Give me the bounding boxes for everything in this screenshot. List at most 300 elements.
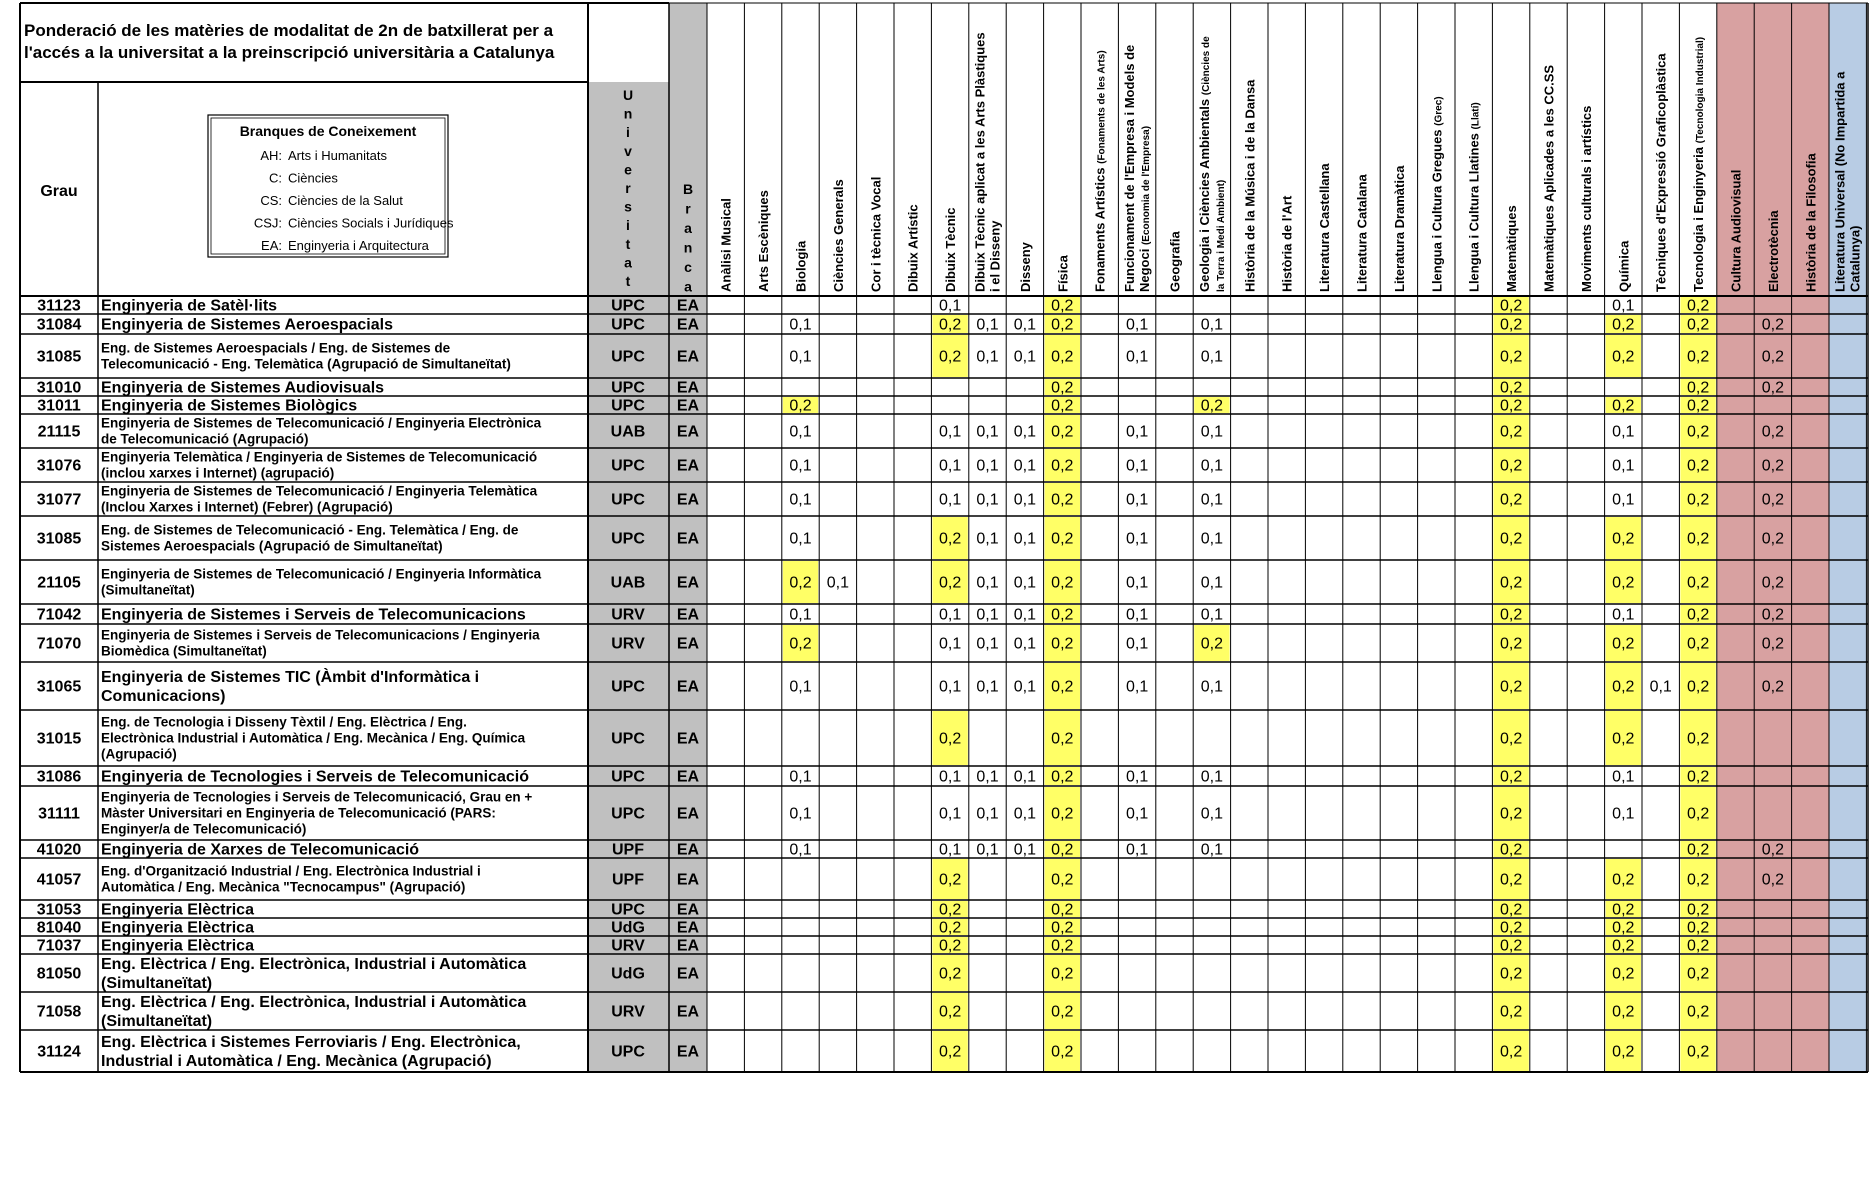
weight-value: 0,2 bbox=[938, 730, 962, 748]
weight-value: 0,2 bbox=[1051, 768, 1074, 786]
weight-value: 0,2 bbox=[1686, 678, 1710, 696]
weight-value: 0,2 bbox=[1686, 635, 1710, 653]
branca-code: EA bbox=[676, 530, 700, 548]
weight-value: 0,1 bbox=[1200, 316, 1224, 334]
grau-name: (Simultaneïtat) bbox=[101, 582, 195, 598]
branca-code: EA bbox=[676, 397, 700, 415]
weight-value: 0,1 bbox=[1013, 635, 1037, 653]
weight-value: 0,2 bbox=[1051, 965, 1074, 983]
weight-value: 0,1 bbox=[976, 606, 999, 624]
university-code: UPF bbox=[612, 841, 644, 859]
weight-value: 0,2 bbox=[1761, 530, 1785, 548]
grau-name: (Simultaneïtat) bbox=[101, 975, 213, 992]
weight-value: 0,2 bbox=[1051, 606, 1074, 624]
branca-header-letter: B bbox=[682, 181, 694, 197]
grau-code: 71070 bbox=[36, 635, 82, 653]
grau-name: (Simultaneïtat) bbox=[101, 1013, 213, 1030]
legend-name: Ciències Socials i Jurídiques bbox=[288, 215, 454, 231]
legend-code: CS: bbox=[260, 193, 282, 208]
weight-value: 0,2 bbox=[1051, 397, 1074, 415]
subject-header: Llengua i Cultura Gregues (Grec) bbox=[1429, 96, 1445, 292]
weight-value: 0,2 bbox=[1612, 1043, 1635, 1061]
grau-name: Eng. Elèctrica / Eng. Electrònica, Industrial i Automàtica bbox=[101, 994, 527, 1011]
grau-name: Sistemes Aeroespacials (Agrupació de Simultaneïtat) bbox=[101, 538, 443, 554]
university-code: UPC bbox=[611, 730, 645, 748]
weight-value: 0,1 bbox=[976, 457, 999, 475]
weight-value: 0,2 bbox=[938, 965, 962, 983]
grau-code: 31111 bbox=[38, 805, 80, 823]
weight-value: 0,2 bbox=[1051, 574, 1074, 592]
branca-header-letter: a bbox=[684, 220, 692, 236]
weight-value: 0,2 bbox=[1761, 457, 1785, 475]
grau-code: 31086 bbox=[36, 768, 82, 786]
subject-header: Química bbox=[1616, 240, 1632, 292]
university-code: UPC bbox=[611, 1043, 645, 1061]
weight-value: 0,2 bbox=[1686, 901, 1710, 919]
weight-value: 0,2 bbox=[1612, 316, 1635, 334]
weight-value: 0,2 bbox=[1051, 457, 1074, 475]
grau-header: Grau bbox=[40, 183, 78, 200]
grau-code: 81040 bbox=[36, 919, 82, 937]
universitat-header-letter: n bbox=[623, 105, 633, 122]
grau-name: Enginyeria de Sistemes de Telecomunicació / Enginyeria Informàtica bbox=[101, 566, 542, 582]
subject-column-fill bbox=[1717, 296, 1754, 1072]
weight-value: 0,1 bbox=[976, 316, 999, 334]
university-code: UPC bbox=[611, 768, 645, 786]
weight-value: 0,2 bbox=[789, 635, 812, 653]
weight-value: 0,2 bbox=[1686, 316, 1710, 334]
weight-value: 0,1 bbox=[976, 768, 999, 786]
weight-value: 0,2 bbox=[938, 348, 962, 366]
weight-value: 0,2 bbox=[1051, 678, 1074, 696]
branca-code: EA bbox=[676, 937, 700, 955]
weight-value: 0,2 bbox=[1612, 919, 1635, 937]
page-title-line1: Ponderació de les matèries de modalitat de 2n de batxillerat per a bbox=[24, 21, 554, 40]
weight-value: 0,2 bbox=[1612, 348, 1635, 366]
weight-value: 0,2 bbox=[1686, 379, 1710, 397]
weight-value: 0,1 bbox=[1612, 606, 1635, 624]
weight-value: 0,1 bbox=[1125, 678, 1149, 696]
subject-header: Matemàtiques Aplicades a les CC.SS bbox=[1541, 64, 1557, 292]
university-code: UAB bbox=[610, 423, 646, 441]
universitat-header-letter: a bbox=[624, 254, 632, 271]
university-code: UPC bbox=[611, 491, 645, 509]
weight-value: 0,2 bbox=[1686, 937, 1710, 955]
weight-value: 0,2 bbox=[1761, 841, 1785, 859]
weight-value: 0,2 bbox=[1499, 965, 1523, 983]
branca-code: EA bbox=[676, 457, 700, 475]
weight-value: 0,2 bbox=[1051, 937, 1074, 955]
weight-value: 0,1 bbox=[1125, 768, 1149, 786]
subject-header: Història de la Filosofia bbox=[1803, 153, 1819, 292]
weight-value: 0,2 bbox=[1686, 423, 1710, 441]
university-code: UdG bbox=[611, 965, 645, 983]
legend-name: Enginyeria i Arquitectura bbox=[288, 238, 429, 253]
weight-value: 0,2 bbox=[1686, 1043, 1710, 1061]
weight-value: 0,1 bbox=[976, 574, 999, 592]
weight-value: 0,1 bbox=[976, 491, 999, 509]
weight-value: 0,2 bbox=[1761, 678, 1785, 696]
weight-value: 0,1 bbox=[1013, 841, 1037, 859]
weight-value: 0,1 bbox=[1013, 606, 1037, 624]
weight-value: 0,1 bbox=[1200, 530, 1224, 548]
weight-value: 0,2 bbox=[1051, 297, 1074, 315]
legend-code: CSJ: bbox=[253, 215, 282, 231]
weight-value: 0,1 bbox=[789, 491, 812, 509]
weight-value: 0,2 bbox=[938, 937, 962, 955]
branca-header-letter: r bbox=[685, 200, 691, 217]
weight-value: 0,2 bbox=[1686, 1003, 1710, 1021]
weight-value: 0,2 bbox=[1686, 348, 1710, 366]
weight-value: 0,2 bbox=[938, 574, 962, 592]
weight-value: 0,1 bbox=[1612, 491, 1635, 509]
weight-value: 0,2 bbox=[1499, 574, 1523, 592]
university-code: UPC bbox=[611, 397, 645, 415]
weight-value: 0,1 bbox=[1013, 423, 1037, 441]
subject-header: Dibuix Tècnic aplicat a les Arts Plàstiques bbox=[972, 32, 988, 292]
weight-value: 0,2 bbox=[1051, 871, 1074, 889]
weight-value: 0,1 bbox=[1200, 457, 1224, 475]
weight-value: 0,2 bbox=[1686, 397, 1710, 415]
weight-value: 0,1 bbox=[1013, 348, 1037, 366]
subject-header: Literatura Universal (No Impartida a bbox=[1832, 71, 1848, 292]
weight-value: 0,1 bbox=[1200, 805, 1224, 823]
university-code: UPC bbox=[611, 805, 645, 823]
page-title-line2: l'accés a la universitat a la preinscripció universitària a Catalunya bbox=[24, 43, 555, 62]
weight-value: 0,1 bbox=[1612, 423, 1635, 441]
weight-value: 0,2 bbox=[1499, 901, 1523, 919]
grau-name: Automàtica / Eng. Mecànica "Tecnocampus" (Agrupació) bbox=[101, 879, 466, 895]
weight-value: 0,1 bbox=[938, 491, 962, 509]
grau-code: 31011 bbox=[37, 397, 81, 415]
weight-value: 0,2 bbox=[1686, 491, 1710, 509]
weight-value: 0,2 bbox=[938, 530, 962, 548]
branca-code: EA bbox=[676, 901, 700, 919]
weight-value: 0,2 bbox=[1686, 841, 1710, 859]
weight-value: 0,1 bbox=[938, 841, 962, 859]
grau-code: 31124 bbox=[37, 1043, 81, 1061]
weight-value: 0,2 bbox=[1761, 606, 1785, 624]
weight-value: 0,1 bbox=[1649, 678, 1672, 696]
subject-column-fill bbox=[1792, 296, 1829, 1072]
grau-code: 31015 bbox=[36, 730, 82, 748]
weight-value: 0,2 bbox=[1051, 1003, 1074, 1021]
weight-value: 0,2 bbox=[1499, 768, 1523, 786]
branca-code: EA bbox=[676, 1043, 700, 1061]
subject-header: Ciències Generals bbox=[830, 179, 846, 292]
subject-header: Anàlisi Musical bbox=[718, 198, 734, 292]
subject-header: Tecnologia i Enginyeria (Tecnologia Industrial) bbox=[1691, 36, 1707, 292]
weight-value: 0,1 bbox=[976, 530, 999, 548]
weight-value: 0,2 bbox=[1200, 397, 1224, 415]
weight-value: 0,1 bbox=[976, 348, 999, 366]
grau-name: Enginyeria de Satèl·lits bbox=[101, 297, 278, 315]
grau-name: Enginyeria de Xarxes de Telecomunicació bbox=[101, 841, 420, 859]
branca-code: EA bbox=[676, 730, 700, 748]
weight-value: 0,1 bbox=[1013, 457, 1037, 475]
weight-value: 0,1 bbox=[1125, 530, 1149, 548]
branca-header-letter: c bbox=[684, 259, 692, 275]
universitat-header-letter: t bbox=[625, 273, 631, 289]
weight-value: 0,1 bbox=[1013, 678, 1037, 696]
weight-value: 0,1 bbox=[789, 606, 812, 624]
grau-code: 41057 bbox=[36, 871, 82, 889]
branca-code: EA bbox=[676, 379, 700, 397]
weight-value: 0,1 bbox=[1125, 635, 1149, 653]
weight-value: 0,2 bbox=[1051, 530, 1074, 548]
grau-name: Enginyeria de Sistemes TIC (Àmbit d'Informàtica i bbox=[101, 669, 480, 686]
branca-header-letter: a bbox=[684, 278, 692, 295]
universitat-header-letter: U bbox=[622, 87, 634, 103]
branca-code: EA bbox=[676, 919, 700, 937]
grau-name: Industrial i Automàtica / Eng. Mecànica (Agrupació) bbox=[101, 1053, 492, 1070]
weight-value: 0,1 bbox=[938, 635, 962, 653]
grau-name: Enginyeria de Sistemes de Telecomunicació / Enginyeria Electrònica bbox=[101, 415, 542, 431]
universitat-header-letter: v bbox=[624, 142, 632, 159]
grau-name: Enginyeria de Tecnologies i Serveis de Telecomunicació bbox=[101, 768, 529, 786]
grau-code: 31123 bbox=[37, 297, 81, 315]
cell-texts bbox=[24, 21, 1863, 1070]
weight-value: 0,2 bbox=[1051, 348, 1074, 366]
grau-code: 81050 bbox=[36, 965, 82, 983]
subject-header: Funcionament de l'Empresa i Models de bbox=[1122, 44, 1138, 292]
university-code: UPF bbox=[612, 871, 644, 889]
weight-value: 0,1 bbox=[1612, 805, 1635, 823]
universitat-header-letter: t bbox=[625, 235, 631, 252]
weight-value: 0,2 bbox=[1499, 348, 1523, 366]
branca-code: EA bbox=[676, 1003, 700, 1021]
branca-code: EA bbox=[676, 574, 700, 592]
university-code: URV bbox=[611, 635, 645, 653]
grau-name: Enginyeria de Sistemes i Serveis de Telecomunicacions bbox=[101, 606, 526, 624]
grau-code: 31084 bbox=[36, 316, 82, 334]
subject-header: Cultura Audiovisual bbox=[1728, 169, 1744, 292]
grau-name: Eng. de Tecnologia i Disseny Tèxtil / Eng. Elèctrica / Eng. bbox=[101, 714, 467, 730]
subject-header: Dibuix Artístic bbox=[905, 204, 921, 292]
weight-value: 0,2 bbox=[1499, 491, 1523, 509]
weight-value: 0,1 bbox=[938, 606, 962, 624]
grau-code: 71037 bbox=[36, 937, 82, 955]
weight-value: 0,2 bbox=[1686, 606, 1710, 624]
branca-code: EA bbox=[676, 297, 700, 315]
weight-value: 0,2 bbox=[1499, 730, 1523, 748]
weight-value: 0,2 bbox=[1612, 901, 1635, 919]
weight-value: 0,2 bbox=[1051, 730, 1074, 748]
weight-value: 0,1 bbox=[789, 457, 812, 475]
grau-name: Enginyeria de Sistemes Aeroespacials bbox=[101, 316, 393, 334]
weight-value: 0,1 bbox=[1200, 606, 1224, 624]
weight-value: 0,2 bbox=[1051, 919, 1074, 937]
weight-value: 0,2 bbox=[1761, 635, 1785, 653]
universitat-header-letter: s bbox=[624, 198, 632, 215]
grau-name: Màster Universitari en Enginyeria de Telecomunicació (PARS: bbox=[101, 805, 496, 821]
weight-value: 0,2 bbox=[1499, 530, 1523, 548]
weight-value: 0,2 bbox=[1200, 635, 1224, 653]
branca-code: EA bbox=[676, 805, 700, 823]
weight-value: 0,1 bbox=[1200, 678, 1224, 696]
weight-value: 0,1 bbox=[1125, 316, 1149, 334]
university-code: URV bbox=[611, 937, 645, 955]
branca-code: EA bbox=[676, 871, 700, 889]
grau-name: Enginyeria Elèctrica bbox=[101, 937, 254, 955]
weight-value: 0,1 bbox=[789, 805, 812, 823]
subject-header: Física bbox=[1055, 255, 1071, 292]
university-code: UdG bbox=[611, 919, 645, 937]
subject-header: Tècniques d'Expressió Graficoplàstica bbox=[1653, 53, 1669, 292]
grau-code: 31053 bbox=[36, 901, 82, 919]
weight-value: 0,1 bbox=[1013, 805, 1037, 823]
subject-header: Electrotècnia bbox=[1765, 210, 1781, 292]
weight-value: 0,2 bbox=[789, 574, 812, 592]
weight-value: 0,2 bbox=[1499, 297, 1523, 315]
grau-name: Enginyeria de Sistemes Audiovisuals bbox=[101, 379, 385, 397]
branca-code: EA bbox=[676, 316, 700, 334]
grau-name: Enginyeria de Sistemes de Telecomunicació / Enginyeria Telemàtica bbox=[101, 483, 538, 499]
weight-value: 0,2 bbox=[1686, 730, 1710, 748]
weight-value: 0,1 bbox=[1125, 574, 1149, 592]
grau-code: 21115 bbox=[37, 423, 81, 441]
weight-value: 0,1 bbox=[1200, 841, 1224, 859]
legend-name: Ciències de la Salut bbox=[288, 193, 403, 208]
grau-name: (inclou xarxes i Internet) (agrupació) bbox=[101, 465, 335, 481]
university-code: URV bbox=[611, 606, 645, 624]
weight-value: 0,2 bbox=[1499, 805, 1523, 823]
grau-code: 31010 bbox=[36, 379, 82, 397]
grau-name: Comunicacions) bbox=[101, 688, 226, 705]
weight-value: 0,2 bbox=[1499, 678, 1523, 696]
weight-value: 0,2 bbox=[1051, 316, 1074, 334]
subject-header: Fonaments Artístics (Fonaments de les Arts) bbox=[1092, 50, 1108, 292]
weight-value: 0,1 bbox=[976, 841, 999, 859]
subject-header: Història de la Música i de la Dansa bbox=[1242, 79, 1258, 292]
grau-code: 71058 bbox=[36, 1003, 82, 1021]
universitat-header-letter: i bbox=[626, 217, 630, 234]
weight-value: 0,1 bbox=[938, 678, 962, 696]
weight-value: 0,1 bbox=[1013, 530, 1037, 548]
weight-value: 0,2 bbox=[1612, 397, 1635, 415]
weight-value: 0,2 bbox=[938, 901, 962, 919]
legend-title: Branques de Coneixement bbox=[239, 123, 417, 139]
universitat-header-letter: i bbox=[626, 124, 630, 141]
weight-value: 0,2 bbox=[938, 316, 962, 334]
grau-name: Eng. Elèctrica i Sistemes Ferroviaris / Eng. Electrònica, bbox=[101, 1034, 521, 1051]
weight-value: 0,2 bbox=[1051, 805, 1074, 823]
grau-name: Enginyeria de Sistemes i Serveis de Telecomunicacions / Enginyeria bbox=[101, 627, 540, 643]
weight-value: 0,2 bbox=[1686, 919, 1710, 937]
weight-value: 0,2 bbox=[1499, 379, 1523, 397]
university-code: UPC bbox=[611, 348, 645, 366]
weight-value: 0,2 bbox=[1612, 635, 1635, 653]
weight-value: 0,1 bbox=[789, 841, 812, 859]
grau-name: Enginyeria Elèctrica bbox=[101, 901, 254, 919]
weight-value: 0,1 bbox=[1200, 574, 1224, 592]
branca-code: EA bbox=[676, 635, 700, 653]
branca-code: EA bbox=[676, 491, 700, 509]
grau-name: Eng. de Sistemes de Telecomunicació - Eng. Telemàtica / Eng. de bbox=[101, 522, 519, 538]
weight-value: 0,2 bbox=[1686, 297, 1710, 315]
subject-header: Llengua i Cultura Llatines (Llatí) bbox=[1466, 102, 1482, 292]
weight-value: 0,2 bbox=[1686, 457, 1710, 475]
weight-value: 0,2 bbox=[1612, 530, 1635, 548]
grau-name: Biomèdica (Simultaneïtat) bbox=[101, 643, 267, 659]
grau-name: Electrònica Industrial i Automàtica / Eng. Mecànica / Eng. Química bbox=[101, 730, 526, 746]
weight-value: 0,2 bbox=[1499, 937, 1523, 955]
weight-value: 0,1 bbox=[1125, 606, 1149, 624]
branca-code: EA bbox=[676, 606, 700, 624]
weight-value: 0,2 bbox=[1612, 937, 1635, 955]
subject-header: Dibuix Tècnic bbox=[943, 207, 959, 292]
weight-value: 0,1 bbox=[1200, 768, 1224, 786]
weight-value: 0,2 bbox=[1051, 491, 1074, 509]
weight-value: 0,1 bbox=[1612, 768, 1635, 786]
legend-code: EA: bbox=[261, 238, 282, 253]
subject-header: Literatura Dramàtica bbox=[1391, 165, 1407, 292]
grau-name: Enginyeria de Sistemes Biològics bbox=[101, 397, 358, 415]
weight-value: 0,2 bbox=[1499, 1003, 1523, 1021]
grau-name: (Inclou Xarxes i Internet) (Febrer) (Agrupació) bbox=[101, 499, 393, 515]
branca-code: EA bbox=[676, 841, 700, 859]
grau-name: Enginyeria de Tecnologies i Serveis de Telecomunicació, Grau en + bbox=[101, 789, 533, 805]
weight-value: 0,2 bbox=[1499, 457, 1523, 475]
weight-value: 0,2 bbox=[1686, 871, 1710, 889]
subject-header: Negoci (Economia de l'Empresa) bbox=[1137, 125, 1153, 292]
weight-value: 0,2 bbox=[1051, 379, 1074, 397]
weight-value: 0,2 bbox=[1761, 316, 1785, 334]
weight-value: 0,2 bbox=[938, 871, 962, 889]
weight-value: 0,2 bbox=[1761, 348, 1785, 366]
subject-header: Literatura Castellana bbox=[1317, 163, 1333, 292]
weight-value: 0,2 bbox=[938, 1003, 962, 1021]
weight-value: 0,1 bbox=[1013, 768, 1037, 786]
branca-code: EA bbox=[676, 423, 700, 441]
weight-value: 0,2 bbox=[1499, 423, 1523, 441]
weight-value: 0,1 bbox=[938, 457, 962, 475]
subject-header: Geologia i Ciències Ambientals (Ciències de bbox=[1196, 36, 1212, 292]
weight-value: 0,2 bbox=[1612, 730, 1635, 748]
grau-name: Enginyeria Elèctrica bbox=[101, 919, 254, 937]
weight-value: 0,2 bbox=[789, 397, 812, 415]
branca-header-letter: n bbox=[683, 239, 693, 256]
weight-value: 0,2 bbox=[1499, 1043, 1523, 1061]
weight-value: 0,1 bbox=[789, 423, 812, 441]
universitat-header-letter: r bbox=[625, 180, 631, 196]
subject-header: Biologia bbox=[793, 240, 809, 292]
legend-code: AH: bbox=[260, 148, 282, 163]
grau-code: 31076 bbox=[36, 457, 82, 475]
legend-name: Ciències bbox=[288, 170, 338, 186]
weight-value: 0,2 bbox=[1686, 805, 1710, 823]
grau-name: Enginyeria Telemàtica / Enginyeria de Sistemes de Telecomunicació bbox=[101, 449, 538, 465]
grau-code: 31085 bbox=[36, 348, 82, 366]
university-code: UPC bbox=[611, 530, 645, 548]
weight-value: 0,1 bbox=[1200, 423, 1224, 441]
subject-header: i el Disseny bbox=[987, 220, 1003, 292]
grau-code: 21105 bbox=[37, 574, 81, 592]
grau-name: Eng. de Sistemes Aeroespacials / Eng. de Sistemes de bbox=[101, 340, 451, 356]
weight-value: 0,1 bbox=[789, 316, 812, 334]
weight-value: 0,2 bbox=[1051, 841, 1074, 859]
weight-value: 0,2 bbox=[1761, 574, 1785, 592]
weight-value: 0,2 bbox=[1686, 965, 1710, 983]
weight-value: 0,1 bbox=[789, 768, 812, 786]
weight-value: 0,1 bbox=[1200, 491, 1224, 509]
weight-value: 0,2 bbox=[1499, 841, 1523, 859]
university-code: UPC bbox=[611, 379, 645, 397]
weight-value: 0,2 bbox=[1051, 901, 1074, 919]
weight-value: 0,2 bbox=[1499, 606, 1523, 624]
weight-value: 0,1 bbox=[976, 423, 999, 441]
weight-value: 0,2 bbox=[1612, 1003, 1635, 1021]
